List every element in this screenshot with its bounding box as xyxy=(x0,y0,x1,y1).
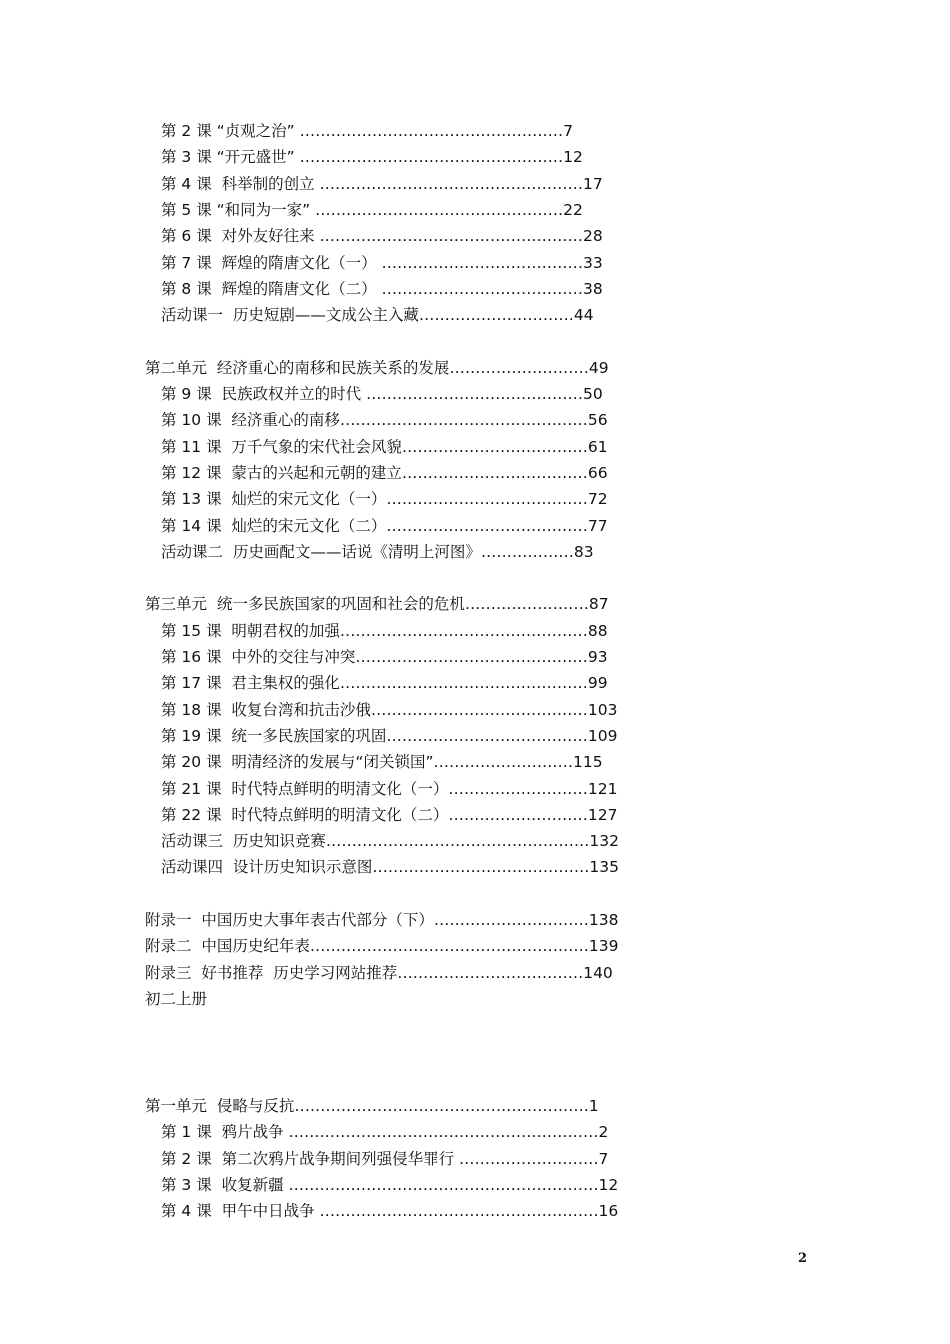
toc-lesson-entry: 第 22 课 时代特点鲜明的明清文化（二）………………………127 xyxy=(161,805,618,824)
toc-lesson-entry: 第 9 课 民族政权并立的时代 ……………………………………50 xyxy=(161,385,603,403)
toc-lesson-entry: 第 16 课 中外的交往与冲突………………………………………93 xyxy=(161,648,608,666)
toc-lesson-entry: 第 20 课 明清经济的发展与“闭关锁国”………………………115 xyxy=(161,753,603,772)
toc-unit-heading: 初二上册 xyxy=(145,989,208,1008)
toc-lesson-entry: 第 12 课 蒙古的兴起和元朝的建立………………………………66 xyxy=(161,463,608,482)
toc-lesson-entry: 第 17 课 君主集权的强化…………………………………………99 xyxy=(161,674,608,693)
toc-lesson-entry: 第 19 课 统一多民族国家的巩固…………………………………109 xyxy=(161,726,618,745)
toc-unit-heading: 第三单元 统一多民族国家的巩固和社会的危机……………………87 xyxy=(145,595,609,614)
page-number: 2 xyxy=(798,1251,808,1266)
toc-lesson-entry: 第 3 课 “开元盛世” ……………………………………………12 xyxy=(161,148,583,167)
toc-lesson-entry: 第 15 课 明朝君权的加强…………………………………………88 xyxy=(161,621,608,640)
toc-lesson-entry: 第 18 课 收复台湾和抗击沙俄……………………………………103 xyxy=(161,700,618,719)
toc-lesson-entry: 第 10 课 经济重心的南移…………………………………………56 xyxy=(161,411,608,430)
toc-lesson-entry: 第 4 课 科举制的创立 ……………………………………………17 xyxy=(161,174,603,193)
toc-unit-heading: 第一单元 侵略与反抗…………………………………………………1 xyxy=(145,1097,599,1115)
toc-lesson-entry: 第 6 课 对外友好往来 ……………………………………………28 xyxy=(161,227,603,246)
toc-lesson-entry: 第 3 课 收复新疆 ……………………………………………………12 xyxy=(161,1175,619,1194)
toc-lesson-entry: 第 2 课 第二次鸦片战争期间列强侵华罪行 ………………………7 xyxy=(161,1149,609,1168)
toc-unit-heading: 附录三 好书推荐 历史学习网站推荐………………………………140 xyxy=(145,963,613,982)
toc-lesson-entry: 活动课一 历史短剧——文成公主入藏…………………………44 xyxy=(161,306,594,325)
toc-lesson-entry: 活动课二 历史画配文——话说《清明上河图》………………83 xyxy=(161,542,594,561)
toc-lesson-entry: 活动课四 设计历史知识示意图……………………………………135 xyxy=(161,858,619,877)
toc-unit-heading: 附录二 中国历史纪年表………………………………………………139 xyxy=(145,937,619,956)
toc-lesson-entry: 第 14 课 灿烂的宋元文化（二）…………………………………77 xyxy=(161,516,608,535)
toc-lesson-entry: 第 4 课 甲午中日战争 ………………………………………………16 xyxy=(161,1202,619,1221)
toc-lesson-entry: 第 13 课 灿烂的宋元文化（一）…………………………………72 xyxy=(161,490,608,509)
toc-lesson-entry: 第 7 课 辉煌的隋唐文化（一） …………………………………33 xyxy=(161,253,603,272)
toc-lesson-entry: 第 21 课 时代特点鲜明的明清文化（一）………………………121 xyxy=(161,779,618,798)
toc-lesson-entry: 第 5 课 “和同为一家” …………………………………………22 xyxy=(161,200,583,219)
toc-lesson-entry: 第 1 课 鸦片战争 ……………………………………………………2 xyxy=(161,1123,609,1142)
toc-lesson-entry: 活动课三 历史知识竞赛……………………………………………132 xyxy=(161,832,619,851)
toc-unit-heading: 第二单元 经济重心的南移和民族关系的发展………………………49 xyxy=(145,358,609,377)
toc-lesson-entry: 第 2 课 “贞观之治” ……………………………………………7 xyxy=(161,122,573,140)
toc-lesson-entry: 第 8 课 辉煌的隋唐文化（二） …………………………………38 xyxy=(161,279,603,298)
toc-lesson-entry: 第 11 课 万千气象的宋代社会风貌………………………………61 xyxy=(161,437,608,456)
toc-unit-heading: 附录一 中国历史大事年表古代部分（下）…………………………138 xyxy=(145,911,619,929)
